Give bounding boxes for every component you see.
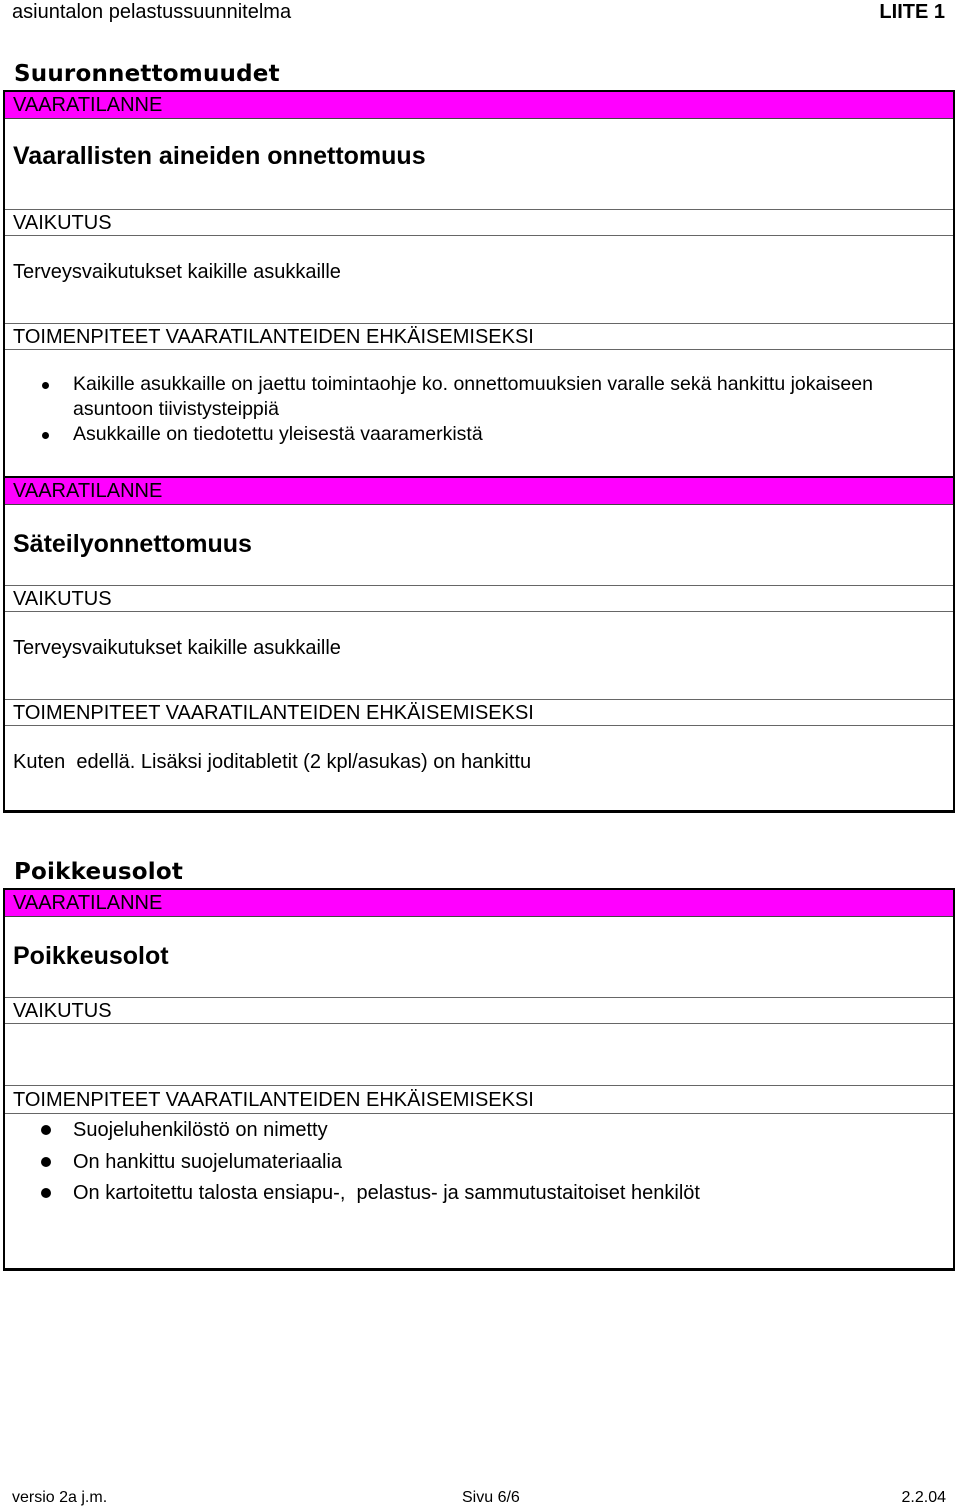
hazard-title-text: Säteilyonnettomuus xyxy=(13,530,252,558)
hazard-title xyxy=(5,917,953,998)
hazard-block-vaaralliset-aineet xyxy=(3,90,955,478)
toimenpiteet-list-container xyxy=(5,350,953,478)
list-item: On hankittu suojelumateriaalia xyxy=(5,1147,953,1179)
vaikutus-label: VAIKUTUS xyxy=(5,586,953,612)
hazard-title-text: Vaarallisten aineiden onnettomuus xyxy=(13,142,426,170)
section-heading-poikkeusolot: Poikkeusolot xyxy=(14,859,184,885)
vaikutus-label: VAIKUTUS xyxy=(5,998,953,1024)
hazard-block-poikkeusolot xyxy=(3,888,955,1271)
list-item: Kaikille asukkaille on jaettu toimintaohje ko. onnettomuuksien varalle sekä hankittu jokaiseen asuntoon tiivistysteippiä xyxy=(5,372,953,422)
toimenpiteet-list xyxy=(5,1115,953,1210)
toimenpiteet-list-container xyxy=(5,1114,953,1244)
footer-date: 2.2.04 xyxy=(901,1489,946,1506)
footer-page-number: Sivu 6/6 xyxy=(462,1489,520,1506)
toimenpiteet-text xyxy=(5,726,953,806)
toimenpiteet-text-value: Kuten edellä. Lisäksi joditabletit (2 kpl/asukas) on hankittu xyxy=(13,751,532,773)
vaikutus-text-value: Terveysvaikutukset kaikille asukkaille xyxy=(13,637,341,659)
toimenpiteet-label: TOIMENPITEET VAARATILANTEIDEN EHKÄISEMISEKSI xyxy=(5,1086,953,1114)
hazard-title xyxy=(5,505,953,586)
toimenpiteet-list xyxy=(5,372,953,447)
vaikutus-label: VAIKUTUS xyxy=(5,210,953,236)
hazard-block-sateily xyxy=(3,476,955,813)
vaikutus-text xyxy=(5,612,953,700)
vaikutus-text-value: Terveysvaikutukset kaikille asukkaille xyxy=(13,261,341,283)
vaikutus-text xyxy=(5,236,953,324)
hazard-title xyxy=(5,119,953,210)
list-item: On kartoitettu talosta ensiapu-, pelastus- ja sammutustaitoiset henkilöt xyxy=(5,1178,953,1210)
toimenpiteet-label: TOIMENPITEET VAARATILANTEIDEN EHKÄISEMISEKSI xyxy=(5,700,953,726)
section-heading-suuronnettomuudet: Suuronnettomuudet xyxy=(14,61,280,87)
hazard-title-text: Poikkeusolot xyxy=(13,942,169,970)
list-item: Asukkaille on tiedotettu yleisestä vaaramerkistä xyxy=(5,422,953,447)
vaaratilanne-label: VAARATILANNE xyxy=(5,890,953,917)
document-header-appendix: LIITE 1 xyxy=(879,1,945,23)
list-item: Suojeluhenkilöstö on nimetty xyxy=(5,1115,953,1147)
vaaratilanne-label: VAARATILANNE xyxy=(5,478,953,505)
document-header-title: asiuntalon pelastussuunnitelma xyxy=(12,1,292,23)
vaaratilanne-label: VAARATILANNE xyxy=(5,92,953,119)
toimenpiteet-label: TOIMENPITEET VAARATILANTEIDEN EHKÄISEMISEKSI xyxy=(5,324,953,350)
vaikutus-text-empty xyxy=(5,1024,953,1086)
footer-version: versio 2a j.m. xyxy=(12,1489,108,1506)
